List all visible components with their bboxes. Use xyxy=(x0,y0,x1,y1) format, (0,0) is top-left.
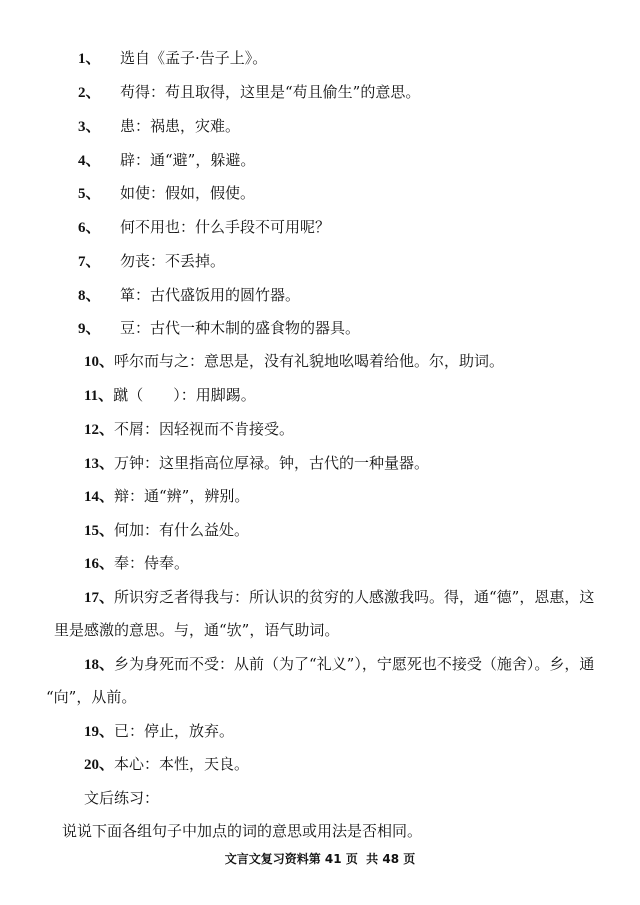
note-item xyxy=(84,553,189,574)
note-number: 10、 xyxy=(84,354,115,370)
note-text: 何不用也：什么手段不可用呢？ xyxy=(120,218,331,236)
note-number: 18、 xyxy=(84,657,115,673)
footer-mid: 页 共 xyxy=(345,852,379,866)
note-number: 16、 xyxy=(84,556,115,572)
note-text: 乡为身死而不受：从前（为了“礼义”），宁愿死也不接受（施舍）。乡，通 xyxy=(114,655,595,673)
exercise-instruction: 说说下面各组句子中加点的词的意思或用法是否相同。 xyxy=(62,822,423,840)
note-number: 13、 xyxy=(84,456,115,472)
note-text-continued: 里是感激的意思。与，通“欤”，语气助词。 xyxy=(54,621,340,639)
note-item xyxy=(78,116,240,137)
note-item xyxy=(78,217,330,238)
note-text: 苟得：苟且取得，这里是“苟且偷生”的意思。 xyxy=(120,83,421,101)
note-continuation xyxy=(46,687,136,707)
note-text: 箪：古代盛饭用的圆竹器。 xyxy=(120,286,301,304)
note-item xyxy=(84,754,249,775)
note-item xyxy=(84,351,504,372)
note-text: 万钟：这里指高位厚禄。钟，古代的一种量器。 xyxy=(114,454,430,472)
note-text: 不屑：因轻视而不肯接受。 xyxy=(114,420,295,438)
note-text: 蹴（ ）：用脚踢。 xyxy=(113,386,256,404)
note-number: 7、 xyxy=(78,254,101,270)
note-number: 5、 xyxy=(78,186,101,202)
note-text: 所识穷乏者得我与：所认识的贫穷的人感激我吗。得，通“德”，恩惠，这 xyxy=(114,588,595,606)
note-number: 14、 xyxy=(84,489,115,505)
footer-page-number: 41 xyxy=(324,852,342,866)
footer-suffix: 页 xyxy=(403,852,416,866)
note-number: 20、 xyxy=(84,757,115,773)
note-number: 17、 xyxy=(84,590,115,606)
note-item xyxy=(78,82,420,103)
note-text: 辟：通“避”，躲避。 xyxy=(120,151,256,169)
page-footer xyxy=(0,850,640,867)
note-number: 11、 xyxy=(84,388,114,404)
note-item xyxy=(84,486,249,507)
note-text: 已：停止，放弃。 xyxy=(114,722,235,740)
note-number: 4、 xyxy=(78,153,101,169)
note-number: 12、 xyxy=(84,422,115,438)
note-text: 豆：古代一种木制的盛食物的器具。 xyxy=(120,319,361,337)
note-item xyxy=(78,48,267,69)
note-number: 6、 xyxy=(78,220,101,236)
note-number: 2、 xyxy=(78,85,101,101)
note-item xyxy=(78,150,255,171)
note-item xyxy=(78,285,300,306)
note-item xyxy=(78,318,360,339)
note-text: 勿丧：不丢掉。 xyxy=(120,252,226,270)
note-text: 如使：假如，假使。 xyxy=(120,184,256,202)
footer-total-pages: 48 xyxy=(382,852,400,866)
note-text: 奉：侍奉。 xyxy=(114,554,190,572)
note-text: 呼尔而与之：意思是，没有礼貌地吆喝着给他。尔，助词。 xyxy=(114,352,505,370)
exercise-heading: 文后练习： xyxy=(84,789,160,807)
note-item xyxy=(84,385,256,406)
note-text: 选自《孟子·告子上》。 xyxy=(120,49,268,67)
note-item xyxy=(84,520,249,541)
note-text: 何加：有什么益处。 xyxy=(114,521,250,539)
note-text: 患：祸患，灾难。 xyxy=(120,117,241,135)
note-item xyxy=(84,587,594,608)
note-number: 3、 xyxy=(78,119,101,135)
note-item xyxy=(84,654,594,675)
note-number: 9、 xyxy=(78,321,101,337)
note-item xyxy=(78,251,225,272)
note-item xyxy=(84,453,429,474)
note-text: 本心：本性，天良。 xyxy=(114,755,250,773)
note-number: 1、 xyxy=(78,51,101,67)
note-number: 19、 xyxy=(84,724,115,740)
note-number: 15、 xyxy=(84,523,115,539)
footer-prefix: 文言文复习资料第 xyxy=(224,852,321,866)
note-number: 8、 xyxy=(78,288,101,304)
note-item xyxy=(78,183,255,204)
note-continuation xyxy=(54,620,339,640)
note-item xyxy=(84,721,234,742)
note-text: 辩：通“辨”，辨别。 xyxy=(114,487,250,505)
note-text-continued: “向”，从前。 xyxy=(46,688,137,706)
note-item xyxy=(84,419,294,440)
